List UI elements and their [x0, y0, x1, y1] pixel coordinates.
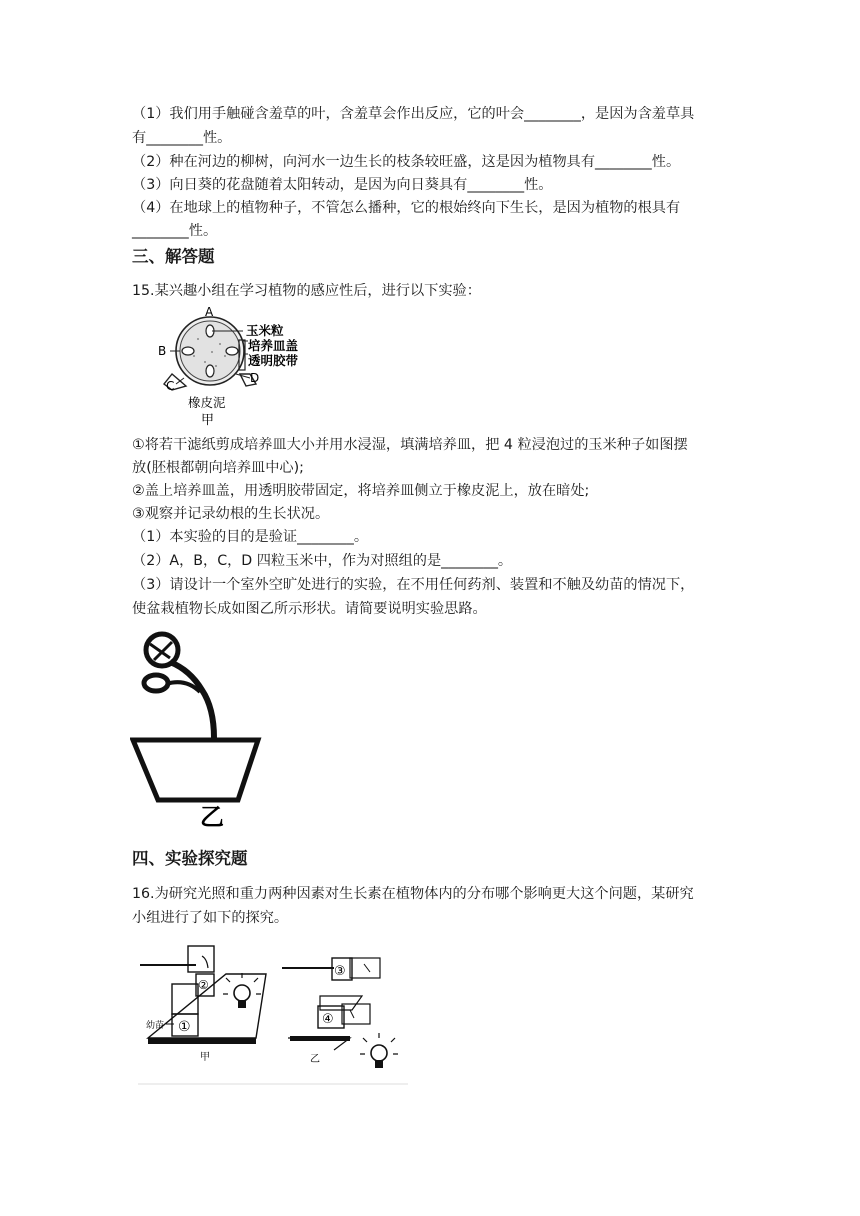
- corn-grain-d: [226, 347, 238, 355]
- q15-step3: ③观察并记录幼根的生长状况。: [132, 506, 330, 522]
- section-4-heading: 四、实验探究题: [132, 849, 248, 868]
- q14-part4-line1: （4）在地球上的植物种子，不管怎么播种，它的根始终向下生长，是因为植物的根具有: [132, 200, 681, 216]
- right-base: [290, 1036, 350, 1041]
- label-num-3: ③: [334, 964, 346, 979]
- label-lid: 培养皿盖: [248, 338, 299, 353]
- left-base: [148, 1038, 256, 1044]
- label-right: 乙: [310, 1054, 320, 1065]
- q14-part2: （2）种在河边的柳树，向河水一边生长的枝条较旺盛，这是因为植物具有________性。: [132, 154, 681, 170]
- label-seedling: 幼苗: [146, 1021, 165, 1031]
- q15-sub3-line1: （3）请设计一个室外空旷处进行的实验，在不用任何药剂、装置和不触及幼苗的情况下，: [132, 577, 695, 593]
- box-1-upper: [172, 984, 198, 1014]
- q15-sub2: （2）A，B，C，D 四粒玉米中，作为对照组的是________。: [132, 553, 513, 569]
- label-a: A: [205, 305, 214, 319]
- corn-grain-b: [182, 347, 194, 355]
- box-top-left: [188, 946, 214, 972]
- q16-intro-line2: 小组进行了如下的探究。: [132, 910, 289, 926]
- figure-petri-dish: [150, 304, 310, 429]
- q14-part1-line1: （1）我们用手触碰含羞草的叶，含羞草会作出反应，它的叶会________，是因为含羞草具: [132, 106, 695, 122]
- label-tape: 透明胶带: [248, 353, 299, 368]
- label-b: B: [158, 344, 167, 358]
- label-corn: 玉米粒: [246, 323, 284, 338]
- q15-step1-line2: 放(胚根都朝向培养皿中心);: [132, 460, 304, 476]
- label-figure-a: 甲: [201, 413, 215, 428]
- q15-intro: 15.某兴趣小组在学习植物的感应性后，进行以下实验：: [132, 283, 481, 299]
- bulb-icon-left: [223, 973, 261, 1008]
- q15-step1-line1: ①将若干滤纸剪成培养皿大小并用水浸湿，填满培养皿，把 4 粒浸泡过的玉米种子如图摆: [132, 437, 688, 453]
- section-3-heading: 三、解答题: [132, 247, 215, 266]
- q14-part4-line2: ________性。: [132, 223, 218, 239]
- corn-grain-c: [206, 365, 214, 377]
- stem-shape: [170, 662, 214, 738]
- leaf-shape: [144, 675, 168, 691]
- bulb-icon-right: [360, 1033, 398, 1068]
- label-num-1: ①: [178, 1019, 191, 1035]
- label-left: 甲: [200, 1052, 210, 1063]
- figure-potted-plant: [130, 628, 270, 828]
- label-c: C: [166, 379, 175, 393]
- label-num-4: ④: [322, 1012, 334, 1027]
- q15-sub1: （1）本实验的目的是验证________。: [132, 529, 369, 545]
- q15-step2: ②盖上培养皿盖，用透明胶带固定，将培养皿侧立于橡皮泥上，放在暗处;: [132, 483, 590, 499]
- pot-shape: [133, 740, 258, 800]
- q14-part1-line2: 有________性。: [132, 130, 232, 146]
- label-clay: 橡皮泥: [188, 395, 226, 410]
- q14-part3: （3）向日葵的花盘随着太阳转动，是因为向日葵具有________性。: [132, 177, 553, 193]
- q15-sub3-line2: 使盆栽植物长成如图乙所示形状。请简要说明实验思路。: [132, 601, 487, 617]
- label-num-2: ②: [198, 978, 209, 992]
- q16-intro-line1: 16.为研究光照和重力两种因素对生长素在植物体内的分布哪个影响更大这个问题，某研究: [132, 886, 694, 902]
- label-figure-b: 乙: [200, 803, 224, 828]
- figure-light-gravity: [138, 938, 413, 1088]
- label-d: D: [250, 371, 260, 385]
